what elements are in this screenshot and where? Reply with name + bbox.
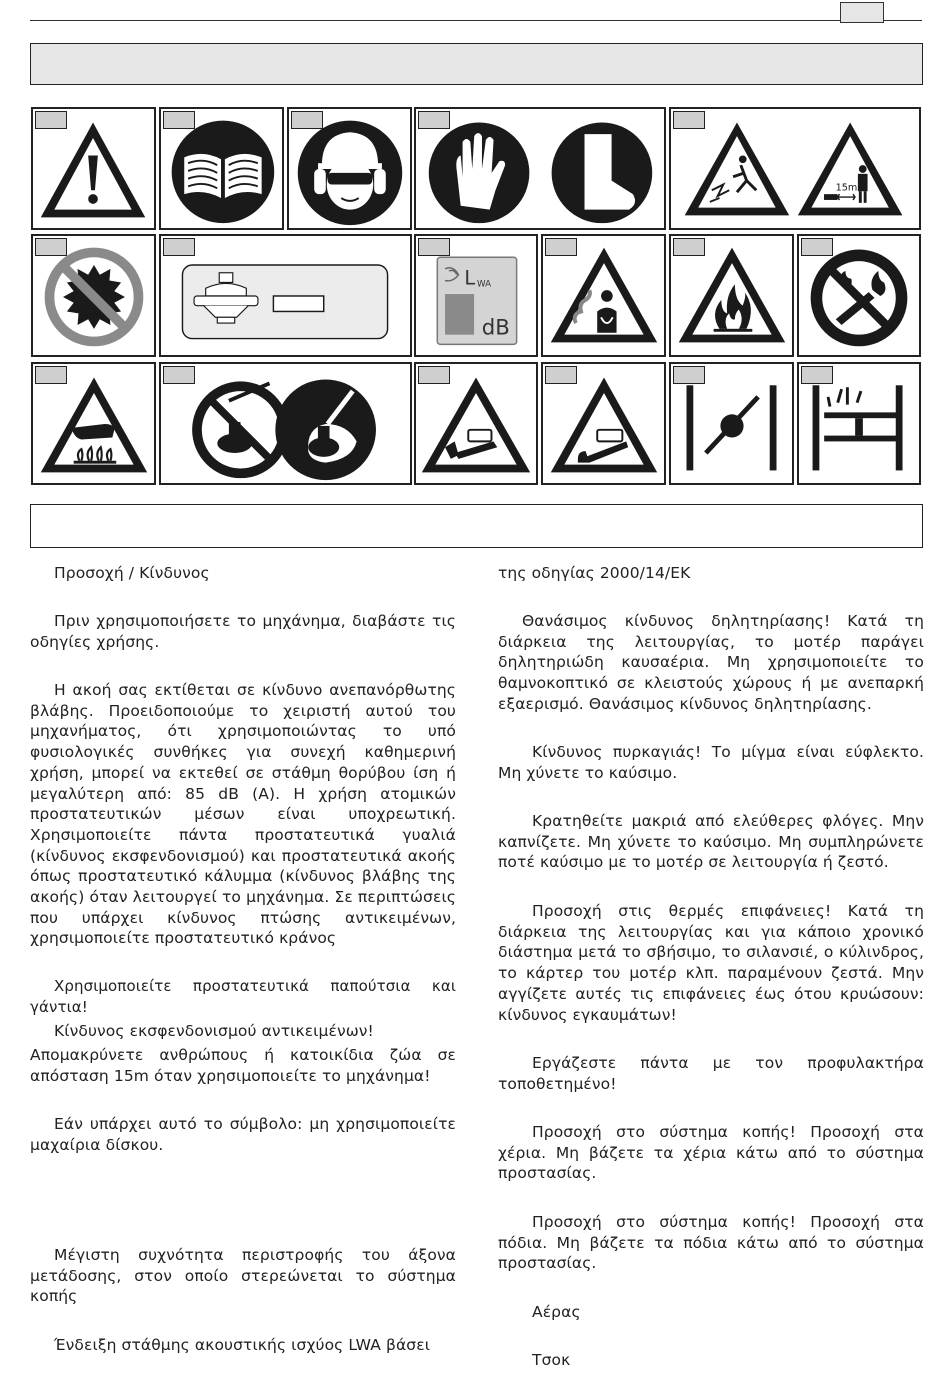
distance-label: 15m (835, 182, 858, 194)
symbol-toxic-fumes (541, 234, 666, 357)
book-manual-icon (161, 109, 282, 228)
symbol-sound-power (414, 234, 538, 357)
symbol-cutting-feet (541, 362, 666, 485)
symbol-gloves-boots (414, 107, 666, 230)
lwa-subscript: WA (476, 279, 492, 290)
thrown-objects-distance-icon (671, 109, 919, 228)
text-directive: της οδηγίας 2000/14/ΕΚ (498, 564, 691, 582)
lwa-label: L (464, 266, 476, 290)
symbol-projectiles-distance (669, 107, 921, 230)
section-banner-symbols (30, 43, 923, 85)
text-max-rotation: Μέγιστη συχνότητα περιστροφής του άξονα μετάδοσης, στον οποίο στερεώνεται το σύστημα κοπής (30, 1246, 456, 1306)
text-hearing-protection: Η ακοή σας εκτίθεται σε κίνδυνο ανεπανόρθωτης βλάβης. Προειδοποιούμε το χειριστή αυτού του μηχανήματος, ότι χρησιμοποιώντας το υπό φυσιολογικές συνθήκες για συνεχή καθημερινή χρήση, μπορεί να εκτεθεί σε στάθμη θορύβου ίση ή μεγαλύτερη από: 85 dB (A). Η χρήση ατομικών προστατευτικών μέσων είναι υποχρεωτική. Χρησιμοποιείτε πάντα προστατευτικά γυαλιά (κίνδυνος εκσφενδονισμού) και προστατευτικά ακοής όπως προστατευτικό κάλυμμα (κίνδυνος βλάβης της ακοής) όταν λειτουργεί το μηχάνημα. Σε περιπτώσεις που υπάρχει κίνδυνος πτώσης αντικειμένων, χρησιμοποιείτε προστατευτικό κράνος (30, 681, 456, 948)
sound-power-level-icon (416, 236, 536, 355)
choke-closed-icon (799, 364, 919, 483)
max-rpm-shaft-icon (161, 236, 410, 355)
symbol-fire-hazard (669, 234, 794, 357)
no-open-flame-icon (799, 236, 919, 355)
symbol-choke (797, 362, 921, 485)
text-hot-surfaces: Προσοχή στις θερμές επιφάνειες! Κατά τη διάρκεια της λειτουργίας και για κάποιο χρονικό διάστημα μετά το σβήσιμο, το σιλανσιέ, ο κύλινδρος, το κάρτερ του μοτέρ κλπ. παραμένουν ζεστά. Μην αγγίζετε αυτές τις επιφάνειες έως ότου κρυώσουν: κίνδυνος εγκαυμάτων! (498, 902, 924, 1024)
text-cutting-hands: Προσοχή στο σύστημα κοπής! Προσοχή στα χέρια. Μη βάζετε τα χέρια κάτω από το σύστημα προστασίας. (498, 1123, 924, 1183)
text-open-flames: Κρατηθείτε μακριά από ελεύθερες φλόγες. Μην καπνίζετε. Μη χύνετε το καύσιμο. Μη συμπληρώνετε ποτέ καύσιμο με το μοτέρ σε λειτουργία ή ζεστό. (498, 812, 924, 872)
helmet-goggles-earmuffs-icon (289, 109, 410, 228)
text-air: Αέρας (532, 1303, 581, 1321)
text-shoes-gloves: Χρησιμοποιείτε προστατευτικά παπούτσια και γάντια! (30, 977, 456, 1016)
text-choke: Τσοκ (532, 1351, 571, 1369)
symbol-max-rpm (159, 234, 412, 357)
use-guard-icon (161, 364, 410, 483)
text-attention-danger: Προσοχή / Κίνδυνος (54, 564, 210, 582)
flammable-icon (671, 236, 792, 355)
section-banner-meanings (30, 504, 923, 548)
text-sound-power-level: Ένδειξη στάθμης ακουστικής ισχύος LWA βάσει (54, 1336, 431, 1354)
header-rule (30, 20, 922, 21)
gloves-boots-icon (416, 109, 664, 228)
warning-exclamation-icon (33, 109, 154, 228)
air-choke-open-icon (671, 364, 792, 483)
symbol-warning (31, 107, 156, 230)
text-toxic-fumes: Θανάσιμος κίνδυνος δηλητηρίασης! Κατά τη διάρκεια της λειτουργίας, το μοτέρ παράγει δηλητηριώδη καυσαέρια. Μη χρησιμοποιείτε το θαμνοκοπτικό σε κλειστούς χώρους ή με ανεπαρκή εξαερισμό. Θανάσιμος κίνδυνος δηλητηρίασης. (498, 612, 924, 713)
text-thrown-objects: Κίνδυνος εκσφενδονισμού αντικειμένων! (54, 1022, 374, 1040)
text-read-manual: Πριν χρησιμοποιήσετε το μηχάνημα, διαβάστε τις οδηγίες χρήσης. (30, 612, 456, 651)
text-keep-distance: Απομακρύνετε ανθρώπους ή κατοικίδια ζώα σε απόσταση 15m όταν χρησιμοποιείτε το μηχάνημα! (30, 1046, 456, 1085)
page-number-box (840, 2, 884, 23)
text-fire-risk: Κίνδυνος πυρκαγιάς! Το μίγμα είναι εύφλεκτο. Μη χύνετε το καύσιμο. (498, 743, 924, 782)
symbol-use-guard (159, 362, 412, 485)
symbol-air (669, 362, 794, 485)
hot-surface-hand-icon (33, 364, 154, 483)
db-label: dB (481, 315, 510, 341)
symbol-helmet-goggles (287, 107, 412, 230)
toxic-fumes-icon (543, 236, 664, 355)
symbol-read-manual (159, 107, 284, 230)
symbol-no-smoking-flames (797, 234, 921, 357)
no-saw-blade-icon (33, 236, 154, 355)
symbol-hot-surfaces (31, 362, 156, 485)
symbol-no-blade-disc (31, 234, 156, 357)
text-cutting-feet: Προσοχή στο σύστημα κοπής! Προσοχή στα πόδια. Μη βάζετε τα πόδια κάτω από το σύστημα προστασίας. (498, 1213, 924, 1273)
cutting-hand-warning-icon (416, 364, 536, 483)
symbol-cutting-hands (414, 362, 538, 485)
cutting-foot-warning-icon (543, 364, 664, 483)
text-no-disc-blades: Εάν υπάρχει αυτό το σύμβολο: μη χρησιμοποιείτε μαχαίρια δίσκου. (30, 1115, 456, 1154)
text-use-guard: Εργάζεστε πάντα με τον προφυλακτήρα τοποθετημένο! (498, 1054, 924, 1093)
